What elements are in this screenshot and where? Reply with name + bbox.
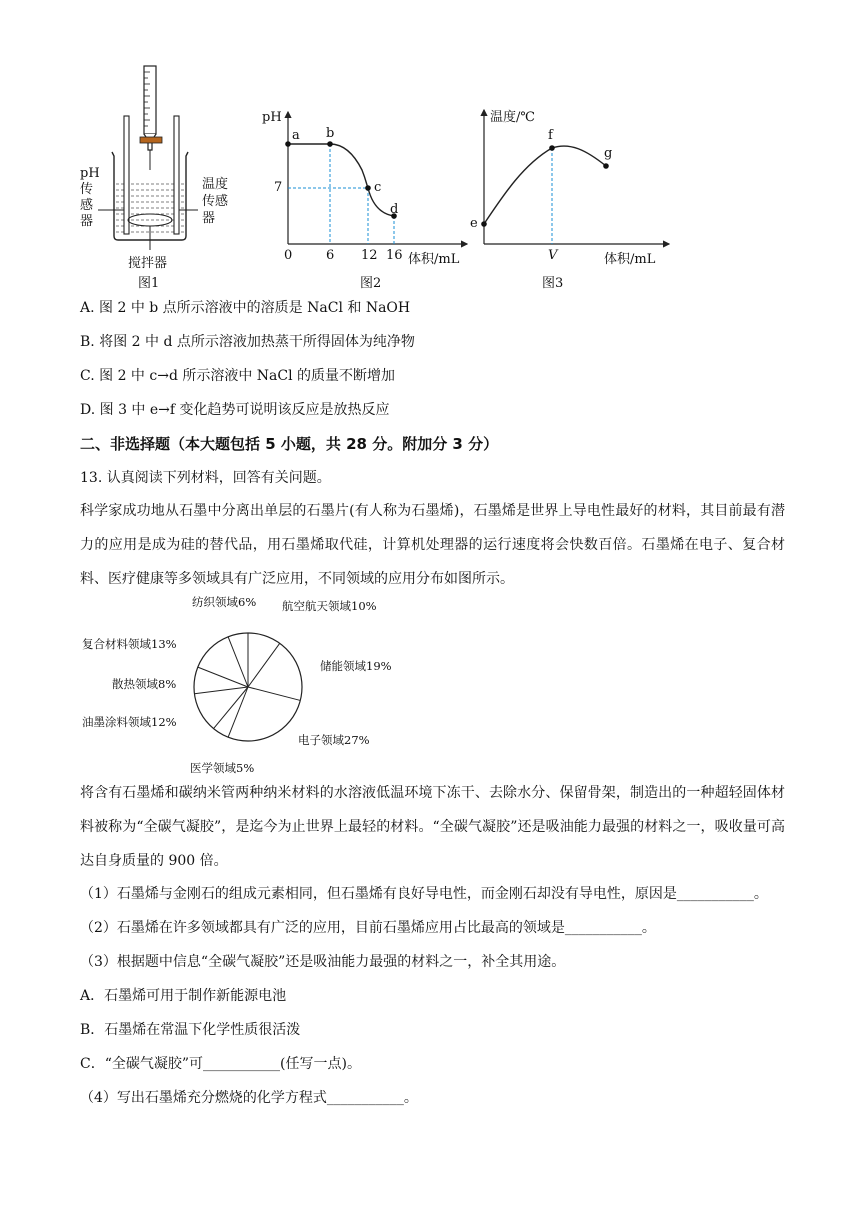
point-g bbox=[603, 163, 609, 169]
figure-3-caption: 图3 bbox=[542, 276, 564, 291]
choice-c: C．“全碳气凝胶”可___________(任写一点)。 bbox=[80, 1056, 361, 1072]
option-a: A. 图 2 中 b 点所示溶液中的溶质是 NaCl 和 NaOH bbox=[80, 300, 411, 316]
application-pie-chart bbox=[80, 592, 420, 782]
choice-b: B．石墨烯在常温下化学性质很活泼 bbox=[80, 1022, 301, 1038]
sub-question-4: （4）写出石墨烯充分燃烧的化学方程式___________。 bbox=[80, 1090, 418, 1106]
temperature-axis-label: 温度/℃ bbox=[490, 110, 535, 125]
x-axis-label: 体积/mL bbox=[408, 252, 460, 267]
pie-label-ink-coating: 油墨涂料领域12% bbox=[82, 715, 177, 729]
point-a-label: a bbox=[292, 128, 300, 143]
question-13-stem: 13. 认真阅读下列材料，回答有关问题。 bbox=[80, 470, 331, 486]
pie-label-composite: 复合材料领域13% bbox=[82, 637, 177, 651]
point-e bbox=[481, 221, 487, 227]
x-axis-label: 体积/mL bbox=[604, 252, 656, 267]
pie-label-aerospace: 航空航天领域10% bbox=[282, 599, 377, 613]
point-c-label: c bbox=[374, 180, 382, 195]
x-tick-v: V bbox=[548, 248, 558, 263]
sub-question-3: （3）根据题中信息“全碳气凝胶”还是吸油能力最强的材料之一，补全其用途。 bbox=[80, 954, 566, 970]
pie-label-heat-dissipation: 散热领域8% bbox=[112, 677, 177, 691]
figure-1 bbox=[78, 60, 248, 292]
figure-1-caption: 图1 bbox=[138, 276, 160, 291]
passage-paragraph-1: 科学家成功地从石墨中分离出单层的石墨片(有人称为石墨烯)，石墨烯是世界上导电性最好的材料，其目前最有潜力的应用是成为硅的替代品，用石墨烯取代硅，计算机处理器的运行速度将会快数百倍。石墨烯在电子、复合材料、医疗健康等多领域具有广泛应用，不同领域的应用分布如图所示。 bbox=[80, 503, 785, 587]
ph-axis-label: pH bbox=[262, 110, 282, 125]
pie-label-energy-storage: 储能领域19% bbox=[320, 659, 392, 673]
y-tick-7: 7 bbox=[274, 180, 283, 195]
stirrer-label: 搅拌器 bbox=[128, 256, 168, 271]
figure-2-caption: 图2 bbox=[360, 276, 382, 291]
pie-label-medical: 医学领域5% bbox=[190, 761, 255, 775]
figure-3 bbox=[464, 104, 674, 292]
point-a bbox=[285, 141, 291, 147]
option-c: C. 图 2 中 c→d 所示溶液中 NaCl 的质量不断增加 bbox=[80, 368, 396, 384]
x-tick-6: 6 bbox=[326, 248, 335, 263]
point-d-label: d bbox=[390, 202, 399, 217]
option-b: B. 将图 2 中 d 点所示溶液加热蒸干所得固体为纯净物 bbox=[80, 334, 415, 350]
sub-question-1: （1）石墨烯与金刚石的组成元素相同，但石墨烯有良好导电性，而金刚石却没有导电性，原因是___________。 bbox=[80, 886, 768, 902]
sub-question-2: （2）石墨烯在许多领域都具有广泛的应用，目前石墨烯应用占比最高的领域是___________。 bbox=[80, 920, 656, 936]
point-b bbox=[327, 141, 333, 147]
pie-label-textile: 纺织领域6% bbox=[192, 595, 257, 609]
choice-a: A．石墨烯可用于制作新能源电池 bbox=[80, 988, 287, 1004]
section-title: 二、非选择题（本大题包括 5 小题，共 28 分。附加分 3 分） bbox=[80, 435, 499, 453]
figure-2 bbox=[262, 104, 472, 292]
point-g-label: g bbox=[604, 146, 613, 161]
point-e-label: e bbox=[470, 216, 478, 231]
pie-label-electronics: 电子领域27% bbox=[298, 733, 370, 747]
x-tick-16: 16 bbox=[386, 248, 403, 263]
point-b-label: b bbox=[326, 126, 335, 141]
ph-sensor-label: pH 传 感 器 bbox=[80, 166, 100, 229]
x-tick-0: 0 bbox=[284, 248, 293, 263]
passage-paragraph-2: 将含有石墨烯和碳纳米管两种纳米材料的水溶液低温环境下冻干、去除水分、保留骨架，制造出的一种超轻固体材料被称为“全碳气凝胶”，是迄今为止世界上最轻的材料。“全碳气凝胶”还是吸油能力最强的材料之一，吸收量可高达自身质量的 900 倍。 bbox=[80, 785, 785, 869]
option-d: D. 图 3 中 e→f 变化趋势可说明该反应是放热反应 bbox=[80, 402, 390, 418]
point-f-label: f bbox=[548, 128, 553, 143]
x-tick-12: 12 bbox=[361, 248, 378, 263]
point-f bbox=[549, 145, 555, 151]
point-c bbox=[365, 185, 371, 191]
temperature-sensor-label: 温度 传感 器 bbox=[202, 177, 229, 226]
